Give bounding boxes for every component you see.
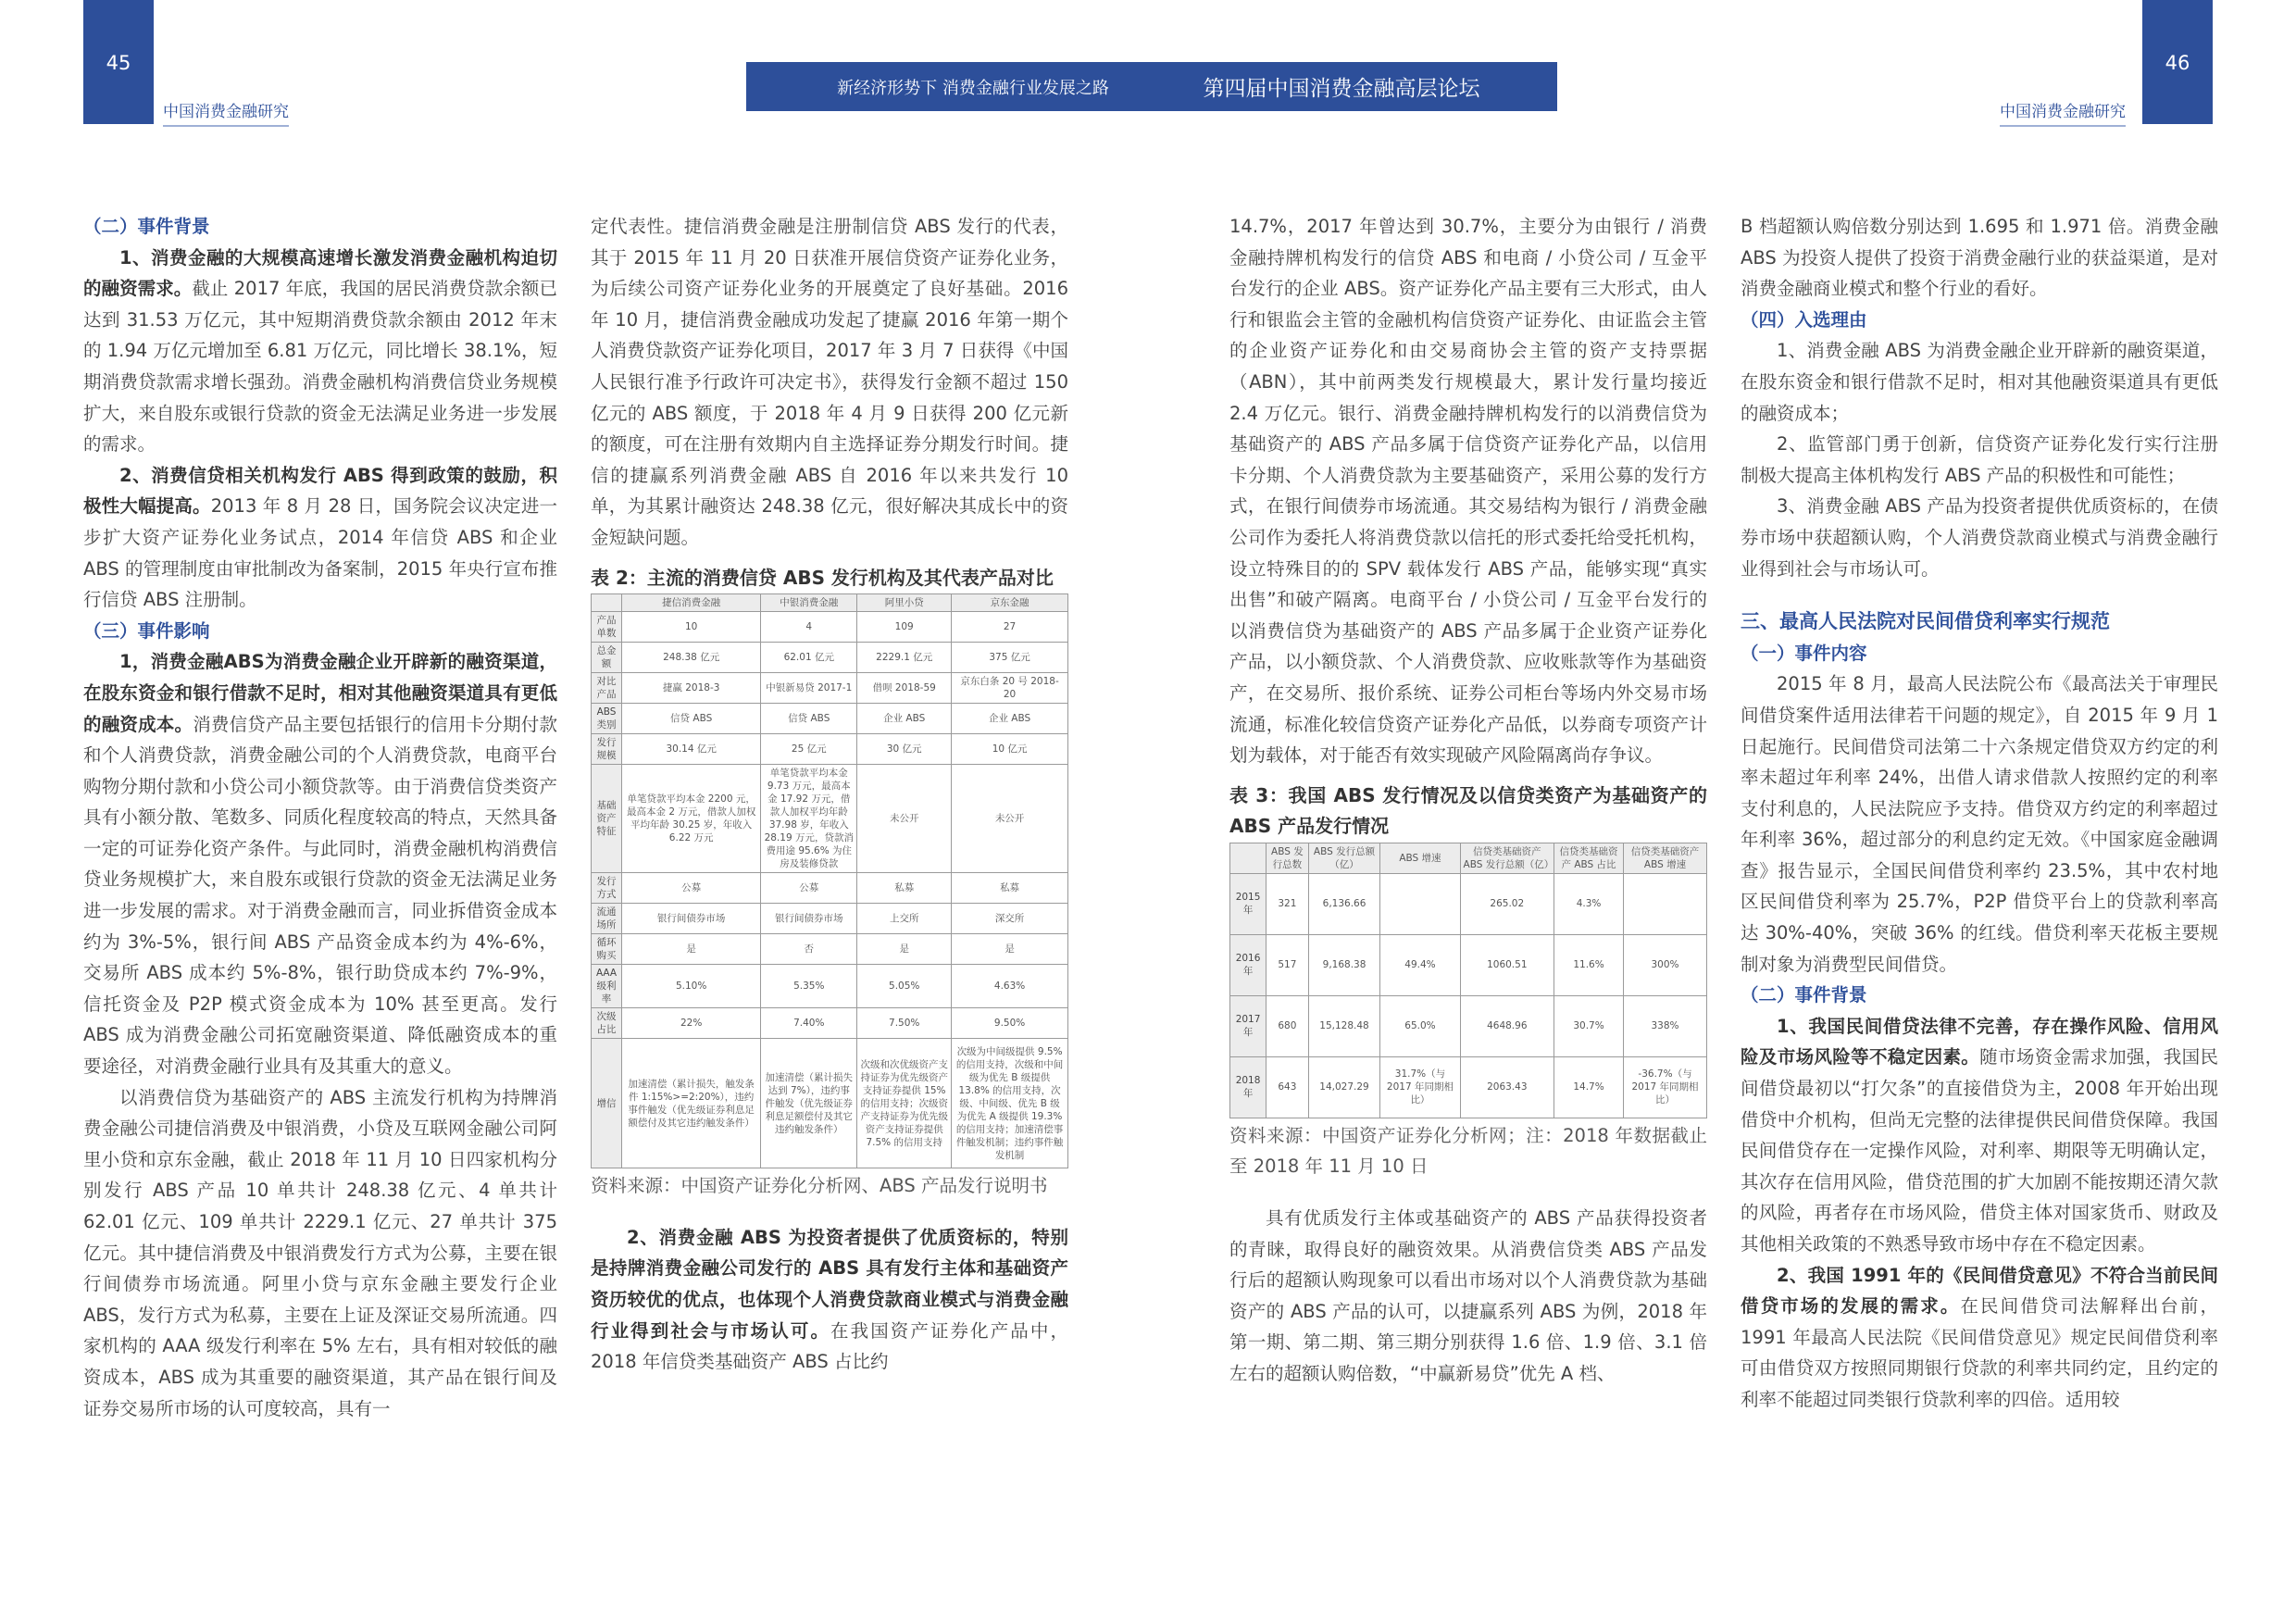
table-cell: 次级和次优级资产支持证券为优先级资产支持证券提供 15% 的信用支持；次级资产支持证券为优先级资产支持证券提供 7.5% 的信用支持: [857, 1039, 952, 1168]
table-cell: 338%: [1624, 995, 1707, 1056]
table-2-source: 资料来源：中国资产证券化分析网、ABS 产品发行说明书: [591, 1175, 1048, 1197]
table-cell: 企业 ABS: [857, 704, 952, 734]
table-cell: 公募: [761, 873, 857, 904]
paragraph-lead: 2、消费金融 ABS 为投资者提供了优质资标的，特别是持牌消费金融公司发行的 ABS 具有发行主体和基础资产资历较优的优点，也体现个人消费贷款商业模式与消费金融行业得到社会与市场认可。: [591, 1226, 1068, 1342]
paragraph: 定代表性。捷信消费金融是注册制信贷 ABS 发行的代表，其于 2015 年 11 月 20 日获准开展信贷资产证券化业务，为后续公司资产证券化业务的开展奠定了良好基础。2016 年 10 月，捷信消费金融成功发起了捷赢 2016 年第一期个人消费贷款资产证券化项目，2017 年 3 月 7 日获得《中国人民银行准予行政许可决定书》，获得发行金额不超过 150 亿元的 ABS 额度，于 2018 年 4 月 9 日获得 200 亿元新的额度，可在注册有效期内自主选择证券分期发行时间。捷信的捷赢系列消费金融 ABS 自 2016 年以来共发行 10 单，为其累计融资达 248.38 亿元，很好解决其成长中的资金短缺问题。: [591, 216, 1068, 548]
table-cell: 10: [622, 612, 761, 643]
table-cell: 捷赢 2018-3: [622, 673, 761, 704]
table-cell: 321: [1267, 873, 1309, 934]
paragraph: 2015 年 8 月，最高人民法院公布《最高法关于审理民间借贷案件适用法律若干问题的规定》，自 2015 年 9 月 1 日起施行。民间借贷司法第二十六条规定借贷双方约定的利率未超过年利率 24%，出借人请求借款人按照约定的利率支付利息的，人民法院应予支持。借贷双方约定的利率超过年利率 36%，超过部分的利息约定无效。《中国家庭金融调查》报告显示，全国民间借贷利率约 23.5%，其中农村地区民间借贷利率为 25.7%，P2P 借贷平台上的贷款利率高达 30%-40%，突破 36% 的红线。借贷利率天花板主要规制对象为消费型民间借贷。: [1741, 673, 2218, 975]
table-cell: 14,027.29: [1308, 1056, 1380, 1118]
table-row: [592, 734, 1068, 765]
table-cell: 265.02: [1460, 873, 1554, 934]
table-row: [1230, 934, 1707, 995]
paragraph: 以消费信贷为基础资产的 ABS 主流发行机构为持牌消费金融公司捷信消费及中银消费，小贷及互联网金融公司阿里小贷和京东金融，截止 2018 年 11 月 10 日四家机构分别发行 ABS 产品 10 单共计 248.38 亿元、4 单共计 62.01 亿元、109 单共计 2229.1 亿元、27 单共计 375 亿元。其中捷信消费及中银消费发行方式为公募，主要在银行间债券市场流通。阿里小贷与京东金融主要发行企业 ABS，发行方式为私募，主要在上证及深证交易所流通。四家机构的 AAA 级发行利率在 5% 左右，具有相对较低的融资成本，ABS 成为其重要的融资渠道，其产品在银行间及证券交易所市场的认可度较高，具有一: [83, 1086, 557, 1419]
table-cell: 517: [1267, 934, 1309, 995]
table-cell: 7.40%: [761, 1008, 857, 1039]
banner-title: 第四届中国消费金融高层论坛: [1203, 77, 1480, 101]
table-row-header: 2017 年: [1230, 995, 1267, 1056]
table-cell: 企业 ABS: [952, 704, 1068, 734]
table-cell: 4: [761, 612, 857, 643]
table-cell: 私募: [857, 873, 952, 904]
header-banner: [746, 62, 1557, 111]
table-cell: 680: [1267, 995, 1309, 1056]
table-cell: 4.3%: [1554, 873, 1624, 934]
table-cell: 私募: [952, 873, 1068, 904]
paragraph: [1741, 1011, 2218, 1260]
paragraph-lead: 2、消费信贷相关机构发行 ABS 得到政策的鼓励，积极性大幅提高。: [83, 464, 557, 518]
table-cell: 49.4%: [1380, 934, 1460, 995]
table-row: [592, 965, 1068, 1008]
table-cell: 30 亿元: [857, 734, 952, 765]
table-header-cell: 中银消费金融: [761, 594, 857, 612]
table-cell: 银行间债券市场: [761, 904, 857, 934]
table-row: [592, 873, 1068, 904]
table-cell: 5.35%: [761, 965, 857, 1008]
paragraph: [83, 460, 557, 616]
table-header-cell: [592, 594, 622, 612]
table-row-header: AAA 级利率: [592, 965, 622, 1008]
table-cell: 京东白条 20 号 2018-20: [952, 673, 1068, 704]
table-cell: 27: [952, 612, 1068, 643]
table-cell: 是: [857, 934, 952, 965]
table-header-cell: [1230, 843, 1267, 873]
table-header-cell: 捷信消费金融: [622, 594, 761, 612]
table-cell: 4.63%: [952, 965, 1068, 1008]
table-cell: 单笔贷款平均本金 2200 元，最高本金 2 万元，借款人加权平均年龄 30.25 岁，年收入 6.22 万元: [622, 765, 761, 873]
paragraph: 具有优质发行主体或基础资产的 ABS 产品获得投资者的青睐，取得良好的融资效果。从消费信贷类 ABS 产品发行后的超额认购现象可以看出市场对以个人消费贷款为基础资产的 ABS 产品的认可，以捷赢系列 ABS 为例，2018 年第一期、第二期、第三期分别获得 1.6 倍、1.9 倍、3.1 倍左右的超额认购倍数，“中赢新易贷”优先 A 档、: [1229, 1207, 1707, 1385]
table-cell: 375 亿元: [952, 643, 1068, 673]
brand-label-right: 中国消费金融研究: [2000, 98, 2126, 127]
table-cell: 22%: [622, 1008, 761, 1039]
section-heading: （一）事件内容: [1741, 642, 1867, 664]
page-number-left: 45: [83, 0, 154, 124]
paragraph-text: 消费信贷产品主要包括银行的信用卡分期付款和个人消费贷款，消费金融公司的个人消费贷款，电商平台购物分期付款和小贷公司小额贷款等。由于消费信贷类资产具有小额分散、笔数多、同质化程度较高的特点，天然具备一定的可证券化资产条件。与此同时，消费金融机构消费信贷业务规模扩大，来自股东或银行贷款的资金无法满足业务进一步发展的需求。对于消费金融而言，同业拆借资金成本约为 3%-5%，银行间 ABS 产品资金成本约为 4%-6%，交易所 ABS 成本约 5%-8%，银行助贷成本约 7%-9%，信托资金及 P2P 模式资金成本为 10% 甚至更高。发行 ABS 成为消费金融公司拓宽融资渠道、降低融资成本的重要途径，对消费金融行业具有及其重大的意义。: [83, 713, 557, 1078]
table-row: [592, 704, 1068, 734]
brand-label-left: 中国消费金融研究: [163, 98, 289, 127]
section-heading: （二）事件背景: [1741, 984, 1867, 1006]
table-cell: 15,128.48: [1308, 995, 1380, 1056]
table-2: [591, 593, 1068, 1168]
table-cell: 25 亿元: [761, 734, 857, 765]
table-cell: 5.05%: [857, 965, 952, 1008]
table-row: [592, 612, 1068, 643]
paragraph-text: 在民间借贷司法解释出台前，1991 年最高人民法院《民间借贷意见》规定民间借贷利率可由借贷双方按照同期银行贷款的利率共同约定，且约定的利率不能超过同类银行贷款利率的四倍。适用较: [1741, 1295, 2218, 1410]
table-cell: 10 亿元: [952, 734, 1068, 765]
table-row: [592, 904, 1068, 934]
table-row-header: 循环购买: [592, 934, 622, 965]
table-cell: 9.50%: [952, 1008, 1068, 1039]
table-header-cell: 阿里小贷: [857, 594, 952, 612]
table-row-header: ABS 类别: [592, 704, 622, 734]
table-cell: 14.7%: [1554, 1056, 1624, 1118]
table-cell: 62.01 亿元: [761, 643, 857, 673]
table-cell: 31.7%（与 2017 年同期相比）: [1380, 1056, 1460, 1118]
section-heading: （四）入选理由: [1741, 308, 1867, 331]
table-header-cell: ABS 增速: [1380, 843, 1460, 873]
table-cell: 6,136.66: [1308, 873, 1380, 934]
table-cell: 否: [761, 934, 857, 965]
table-cell: 7.50%: [857, 1008, 952, 1039]
table-cell: 2229.1 亿元: [857, 643, 952, 673]
table-cell: 30.7%: [1554, 995, 1624, 1056]
table-row: [592, 1039, 1068, 1168]
paragraph: [591, 1222, 1068, 1378]
paragraph-text: 随市场资金需求加强，我国民间借贷最初以“打欠条”的直接借贷为主，2008 年开始出现借贷中介机构，但尚无完整的法律提供民间借贷保障。我国民间借贷存在一定操作风险，对利率、期限等无明确认定，其次存在信用风险，借贷范围的扩大加剧不能按期还清欠款的风险，再者存在市场风险，借贷主体对国家货币、财政及其他相关政策的不熟悉导致市场中存在不稳定因素。: [1741, 1046, 2218, 1255]
table-cell: 银行间债券市场: [622, 904, 761, 934]
table-row: [592, 673, 1068, 704]
column-4: [1741, 211, 2218, 1416]
section-heading: （二）事件背景: [83, 216, 210, 237]
table-cell: 300%: [1624, 934, 1707, 995]
reason-item: 2、监管部门勇于创新，信贷资产证券化发行实行注册制极大提高主体机构发行 ABS 产品的积极性和可能性；: [1741, 433, 2218, 486]
table-cell: -36.7%（与 2017 年同期相比）: [1624, 1056, 1707, 1118]
table-cell: [1380, 873, 1460, 934]
table-cell: 1060.51: [1460, 934, 1554, 995]
table-header-cell: 信贷类基础资产 ABS 占比: [1554, 843, 1624, 873]
table-row: [1230, 873, 1707, 934]
table-cell: 公募: [622, 873, 761, 904]
table-cell: 11.6%: [1554, 934, 1624, 995]
paragraph-lead: 1，消费金融ABS为消费金融企业开辟新的融资渠道，在股东资金和银行借款不足时，相对其他融资渠道具有更低的融资成本。: [83, 651, 557, 735]
table-row-header: 总金额: [592, 643, 622, 673]
table-row: [592, 643, 1068, 673]
table-cell: 上交所: [857, 904, 952, 934]
paragraph-text: 在我国资产证券化产品中，2018 年信贷类基础资产 ABS 占比约: [591, 1319, 1068, 1373]
table-row-header: 2015 年: [1230, 873, 1267, 934]
table-cell: 信贷 ABS: [761, 704, 857, 734]
table-row: [592, 1008, 1068, 1039]
table-row-header: 发行方式: [592, 873, 622, 904]
table-row-header: 增信: [592, 1039, 622, 1168]
table-cell: 次级为中间级提供 9.5% 的信用支持，次级和中间级为优先 B 级提供 13.8% 的信用支持，次级、中间级、优先 B 级为优先 A 级提供 19.3% 的信用支持；加速清偿事件触发机制；违约事件触发机制: [952, 1039, 1068, 1168]
table-cell: 加速清偿（累计损失达到 7%），违约事件触发（优先级证券利息足额偿付及其它违约触发条件）: [761, 1039, 857, 1168]
table-cell: 单笔贷款平均本金 9.73 万元，最高本金 17.92 万元，借款人加权平均年龄 37.98 岁，年收入 28.19 万元，贷款消费用途 95.6% 为住房及装修贷款: [761, 765, 857, 873]
table-header-cell: ABS 发行总额（亿）: [1308, 843, 1380, 873]
table-cell: 643: [1267, 1056, 1309, 1118]
table-header-cell: 信贷类基础资产 ABS 增速: [1624, 843, 1707, 873]
table-row-header: 发行规模: [592, 734, 622, 765]
reason-item: 3、消费金融 ABS 产品为投资者提供优质资标的，在债券市场中获超额认购，个人消费贷款商业模式与消费金融行业得到社会与市场认可。: [1741, 495, 2218, 580]
paragraph-lead: 2、我国 1991 年的《民间借贷意见》不符合当前民间借贷市场的发展的需求。: [1741, 1264, 2218, 1318]
table-3-caption: 表 3：我国 ABS 发行情况及以信贷类资产为基础资产的 ABS 产品发行情况: [1229, 783, 1707, 838]
table-cell: 借呗 2018-59: [857, 673, 952, 704]
table-cell: 是: [952, 934, 1068, 965]
table-header-cell: 信贷类基础资产 ABS 发行总额（亿）: [1460, 843, 1554, 873]
table-cell: 深交所: [952, 904, 1068, 934]
table-row-header: 产品单数: [592, 612, 622, 643]
table-header-cell: ABS 发行总数: [1267, 843, 1309, 873]
table-row: [1230, 1056, 1707, 1118]
table-cell: 未公开: [952, 765, 1068, 873]
table-cell: 5.10%: [622, 965, 761, 1008]
paragraph: 14.7%，2017 年曾达到 30.7%，主要分为由银行 / 消费金融持牌机构发行的信贷 ABS 和电商 / 小贷公司 / 互金平台发行的企业 ABS。资产证券化产品主要有三大形式，由人行和银监会主管的金融机构信贷资产证券化、由证监会主管的企业资产证券化和由交易商协会主管的资产支持票据（ABN），其中前两类发行规模最大，累计发行量均接近 2.4 万亿元。银行、消费金融持牌机构发行的以消费信贷为基础资产的 ABS 产品多属于信贷资产证券化产品，以信用卡分期、个人消费贷款为主要基础资产，采用公募的发行方式，在银行间债券市场流通。其交易结构为银行 / 消费金融公司作为委托人将消费贷款以信托的形式委托给受托机构，设立特殊目的的 SPV 载体发行 ABS 产品，能够实现“真实出售”和破产隔离。电商平台 / 小贷公司 / 互金平台发行的以消费信贷为基础资产的 ABS 产品多属于企业资产证券化产品，以小额贷款、个人消费贷款、应收账款等作为基础资产，在交易所、报价系统、证券公司柜台等场内外交易市场流通，标准化较信贷资产证券化产品低，以券商专项资产计划为载体，对于能否有效实现破产风险隔离尚存争议。: [1229, 216, 1707, 767]
table-cell: 65.0%: [1380, 995, 1460, 1056]
table-row: [592, 765, 1068, 873]
table-row-header: 流通场所: [592, 904, 622, 934]
table-2-caption: 表 2：主流的消费信贷 ABS 发行机构及其代表产品对比: [591, 566, 1054, 589]
table-cell: 9,168.38: [1308, 934, 1380, 995]
table-3: [1229, 843, 1707, 1118]
table-row: [592, 934, 1068, 965]
reason-item: 1、消费金融 ABS 为消费金融企业开辟新的融资渠道，在股东资金和银行借款不足时，相对其他融资渠道具有更低的融资成本；: [1741, 340, 2218, 424]
paragraph-text: 截止 2017 年底，我国的居民消费贷款余额已达到 31.53 万亿元，其中短期消费贷款余额由 2012 年末的 1.94 万亿元增加至 6.81 万亿元，同比增长 38.1%，短期消费贷款需求增长强劲。消费金融机构消费信贷业务规模扩大，来自股东或银行贷款的资金无法满足业务进一步发展的需求。: [83, 278, 557, 456]
table-cell: 信贷 ABS: [622, 704, 761, 734]
table-cell: 4648.96: [1460, 995, 1554, 1056]
section-heading: （三）事件影响: [83, 619, 210, 642]
table-cell: 加速清偿（累计损失，触发条件 1:15%>=2:20%），违约事件触发（优先级证券利息足额偿付及其它违约触发条件）: [622, 1039, 761, 1168]
table-cell: 109: [857, 612, 952, 643]
column-3: [1229, 211, 1707, 1390]
column-2: [591, 211, 1068, 1378]
paragraph-lead: 1、我国民间借贷法律不完善，存在操作风险、信用风险及市场风险等不稳定因素。: [1741, 1015, 2218, 1068]
table-cell: 30.14 亿元: [622, 734, 761, 765]
paragraph-lead: 1、消费金融的大规模高速增长激发消费金融机构迫切的融资需求。: [83, 246, 557, 300]
table-row-header: 基础资产特征: [592, 765, 622, 873]
table-cell: 中银新易贷 2017-1: [761, 673, 857, 704]
table-cell: 248.38 亿元: [622, 643, 761, 673]
table-row-header: 2018 年: [1230, 1056, 1267, 1118]
table-3-source: 资料来源：中国资产证券化分析网；注：2018 年数据截止至 2018 年 11 月 10 日: [1229, 1124, 1707, 1178]
table-cell: 2063.43: [1460, 1056, 1554, 1118]
table-cell: 未公开: [857, 765, 952, 873]
paragraph: B 档超额认购倍数分别达到 1.695 和 1.971 倍。消费金融 ABS 为投资人提供了投资于消费金融行业的获益渠道，是对消费金融商业模式和整个行业的看好。: [1741, 216, 2218, 300]
table-cell: 是: [622, 934, 761, 965]
table-row-header: 次级占比: [592, 1008, 622, 1039]
column-1: [83, 211, 557, 1424]
table-cell: [1624, 873, 1707, 934]
chapter-heading: 三、最高人民法院对民间借贷利率实行规范: [1741, 610, 2110, 633]
paragraph: [83, 243, 557, 460]
paragraph-text: 2013 年 8 月 28 日，国务院会议决定进一步扩大资产证券化业务试点，2014 年信贷 ABS 和企业 ABS 的管理制度由审批制改为备案制，2015 年央行宣布推行信贷 ABS 注册制。: [83, 495, 557, 611]
table-row-header: 2016 年: [1230, 934, 1267, 995]
table-row: [1230, 995, 1707, 1056]
banner-subtitle: 新经济形势下 消费金融行业发展之路: [837, 78, 1109, 98]
page-number-right: 46: [2142, 0, 2213, 124]
table-header-cell: 京东金融: [952, 594, 1068, 612]
paragraph: [1741, 1260, 2218, 1416]
paragraph: [83, 646, 557, 1081]
table-row-header: 对比产品: [592, 673, 622, 704]
